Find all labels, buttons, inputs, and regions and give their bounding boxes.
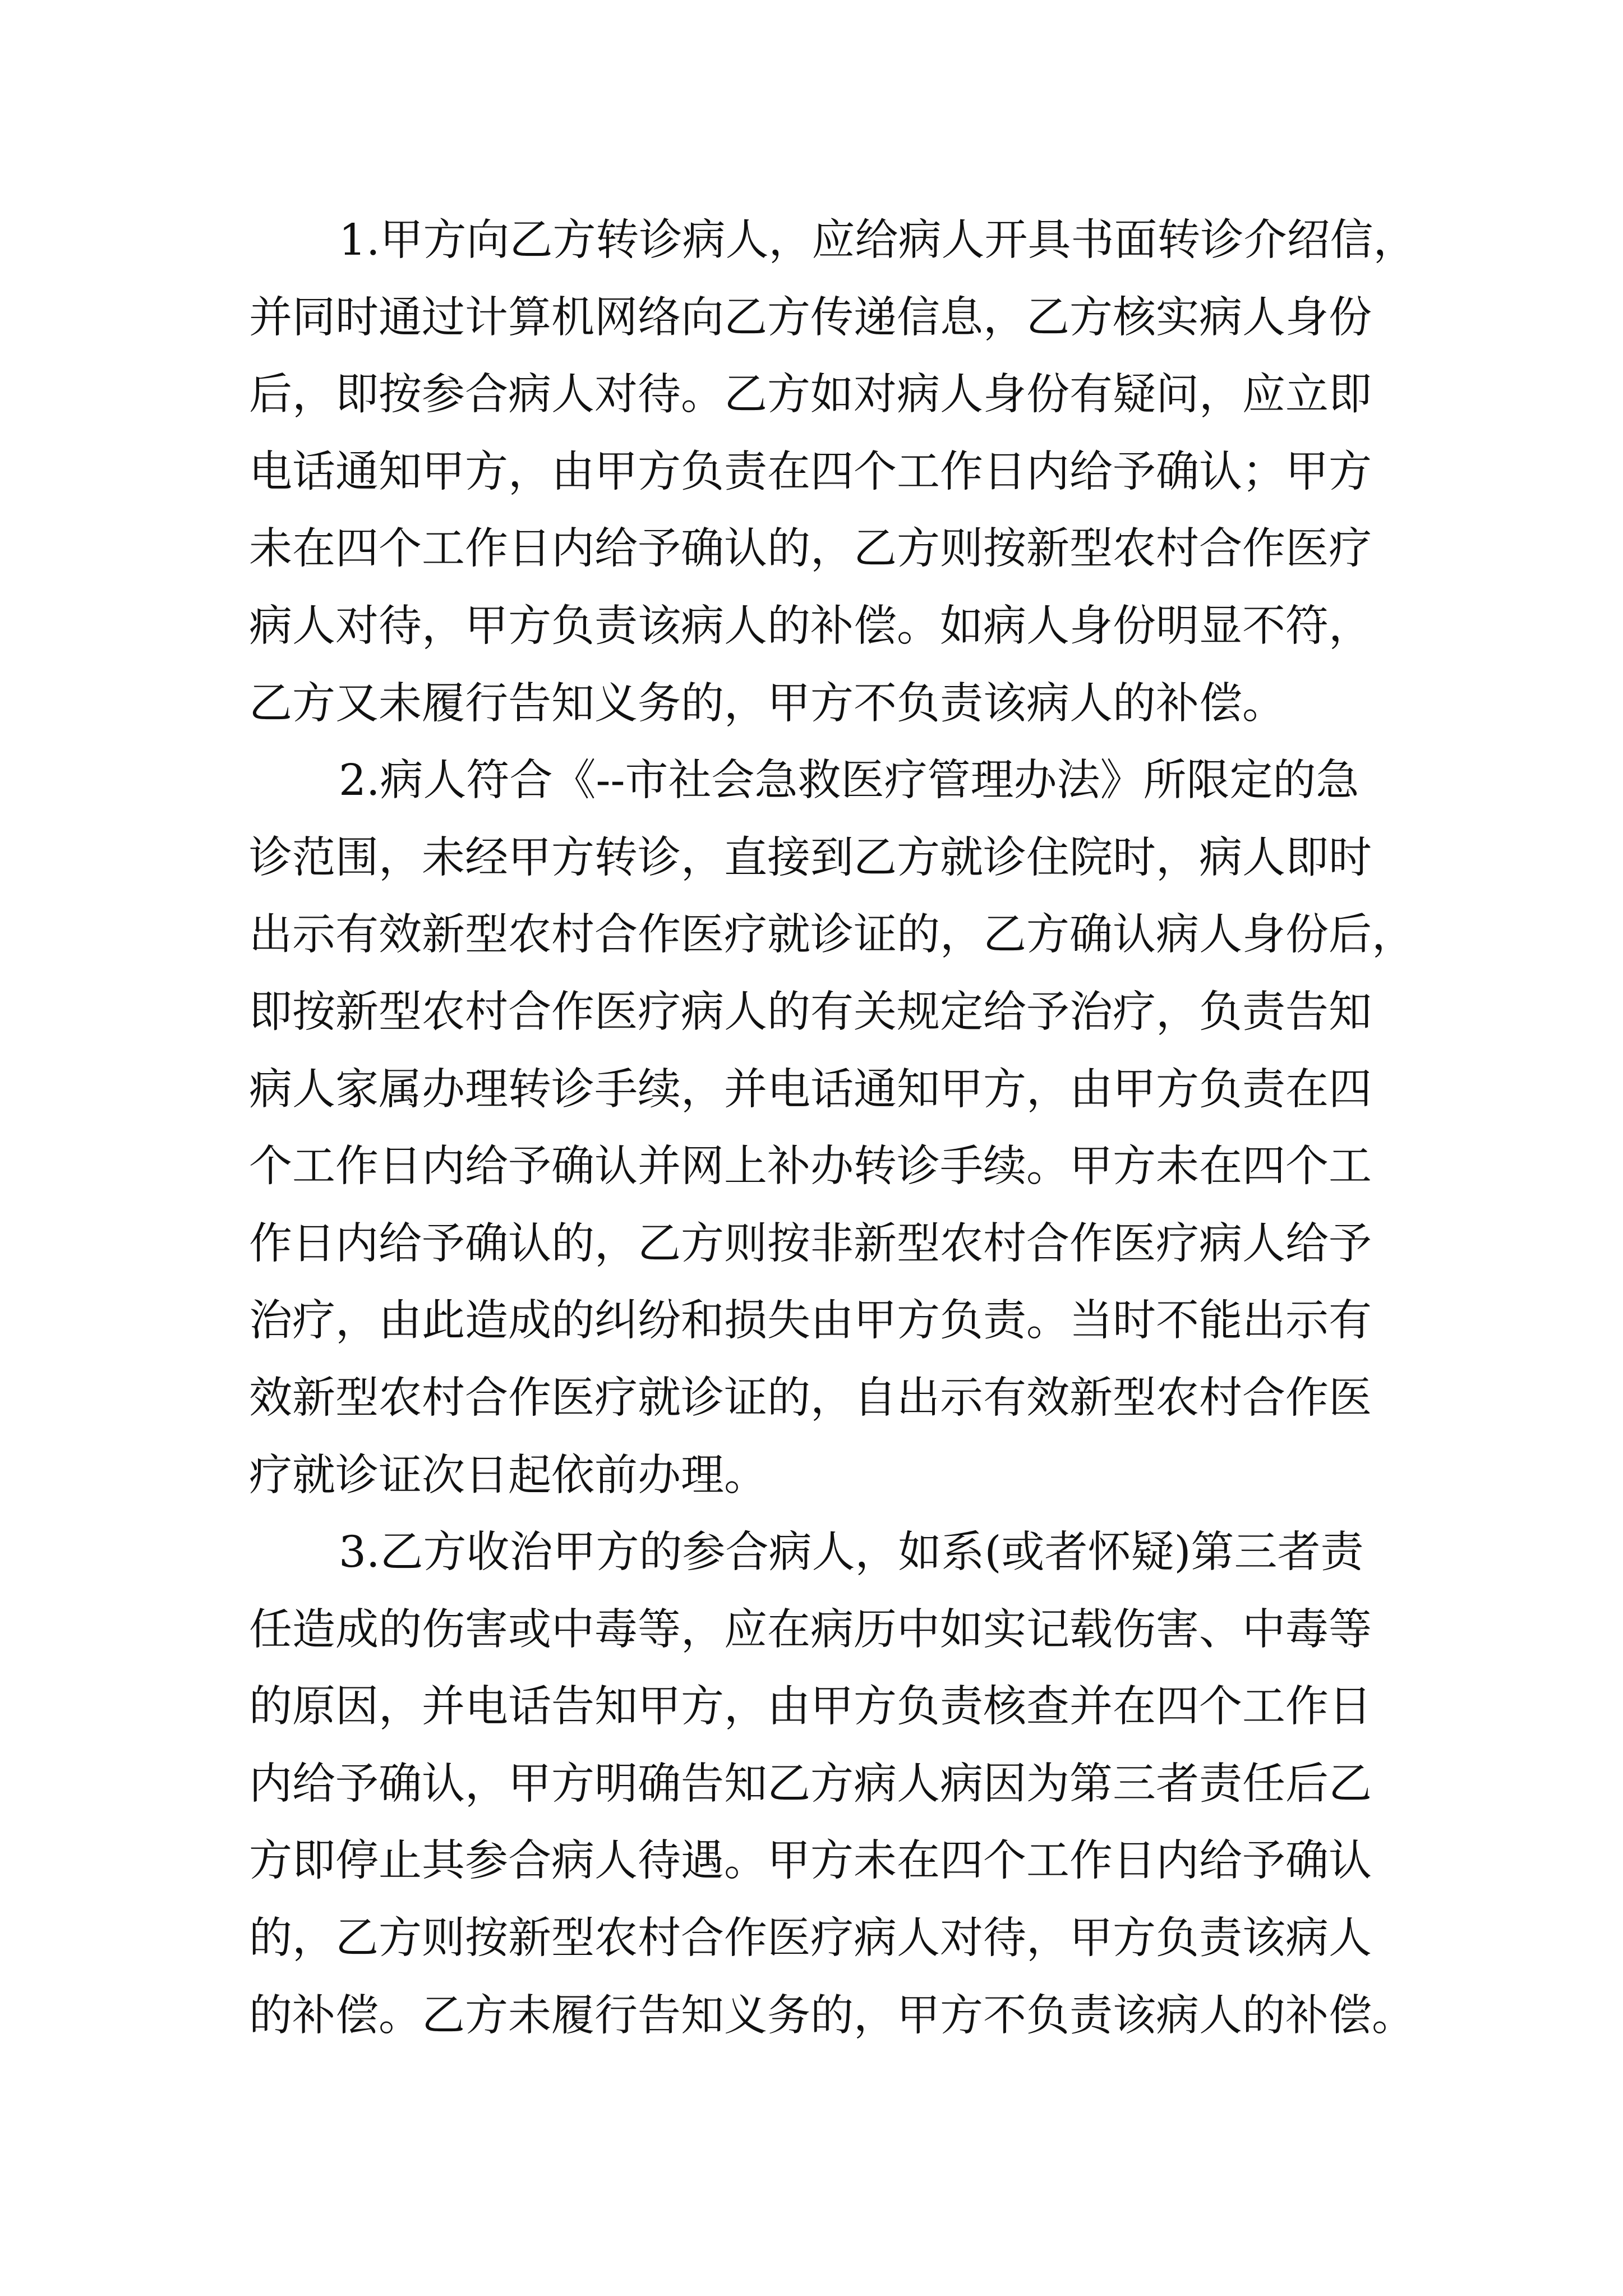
paragraph-line: 后，即按参合病人对待。乙方如对病人身份有疑问，应立即 bbox=[249, 370, 1372, 420]
paragraph-2 bbox=[249, 742, 1427, 1514]
paragraph-line: 出示有效新型农村合作医疗就诊证的，乙方确认病人身份后， bbox=[249, 910, 1415, 960]
paragraph-1 bbox=[249, 202, 1427, 742]
paragraph-line: 任造成的伤害或中毒等，应在病历中如实记载伤害、中毒等 bbox=[249, 1604, 1372, 1655]
paragraph-line: 1.甲方向乙方转诊病人，应给病人开具书面转诊介绍信， bbox=[339, 215, 1417, 265]
paragraph-line: 内给予确认，甲方明确告知乙方病人病因为第三者责任后乙 bbox=[249, 1759, 1372, 1809]
document-body bbox=[249, 202, 1427, 2054]
paragraph-line: 方即停止其参合病人待遇。甲方未在四个工作日内给予确认 bbox=[249, 1836, 1372, 1887]
paragraph-line: 作日内给予确认的，乙方则按非新型农村合作医疗病人给予 bbox=[249, 1218, 1372, 1269]
paragraph-line: 电话通知甲方，由甲方负责在四个工作日内给予确认；甲方 bbox=[249, 447, 1372, 497]
paragraph-line: 乙方又未履行告知义务的，甲方不负责该病人的补偿。 bbox=[249, 678, 1285, 729]
paragraph-line: 即按新型农村合作医疗病人的有关规定给予治疗，负责告知 bbox=[249, 987, 1372, 1037]
paragraph-line: 诊范围，未经甲方转诊，直接到乙方就诊住院时，病人即时 bbox=[249, 832, 1372, 883]
paragraph-line: 的原因，并电话告知甲方，由甲方负责核查并在四个工作日 bbox=[249, 1682, 1372, 1732]
paragraph-line: 效新型农村合作医疗就诊证的，自出示有效新型农村合作医 bbox=[249, 1373, 1372, 1423]
paragraph-line: 并同时通过计算机网络向乙方传递信息，乙方核实病人身份 bbox=[249, 292, 1372, 343]
paragraph-3 bbox=[249, 1514, 1427, 2054]
paragraph-line: 个工作日内给予确认并网上补办转诊手续。甲方未在四个工 bbox=[249, 1142, 1372, 1192]
paragraph-line: 治疗，由此造成的纠纷和损失由甲方负责。当时不能出示有 bbox=[249, 1296, 1372, 1346]
paragraph-line: 病人家属办理转诊手续，并电话通知甲方，由甲方负责在四 bbox=[249, 1064, 1372, 1115]
paragraph-line: 未在四个工作日内给予确认的，乙方则按新型农村合作医疗 bbox=[249, 524, 1372, 574]
paragraph-line: 3.乙方收治甲方的参合病人，如系(或者怀疑)第三者责 bbox=[339, 1527, 1364, 1578]
paragraph-line: 的，乙方则按新型农村合作医疗病人对待，甲方负责该病人 bbox=[249, 1913, 1372, 1964]
paragraph-line: 2.病人符合《--市社会急救医疗管理办法》所限定的急 bbox=[339, 756, 1359, 806]
paragraph-line: 疗就诊证次日起依前办理。 bbox=[249, 1450, 767, 1501]
paragraph-line: 病人对待，甲方负责该病人的补偿。如病人身份明显不符， bbox=[249, 601, 1372, 651]
paragraph-line: 的补偿。乙方未履行告知义务的，甲方不负责该病人的补偿。 bbox=[249, 1990, 1415, 2041]
